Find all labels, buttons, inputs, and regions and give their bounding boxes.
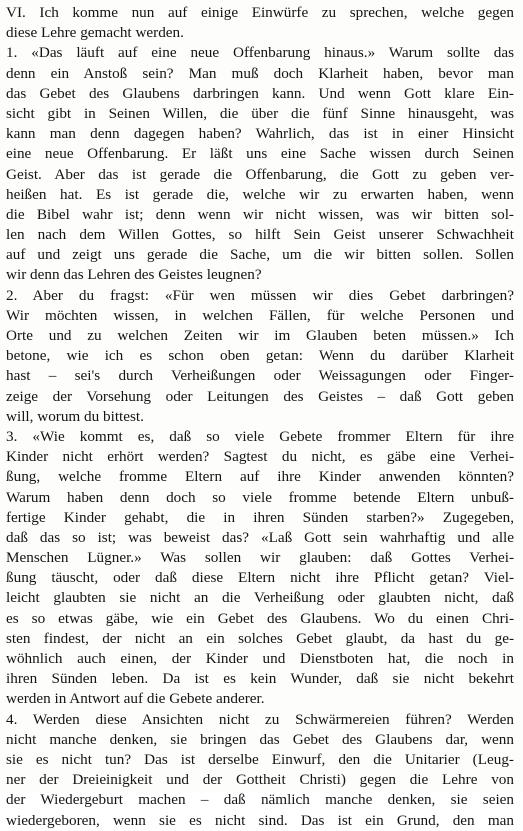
text-line: auf und zeigt uns gerade die Sache, um die wir bitten sollen. Sollen bbox=[6, 246, 514, 264]
text-line: sicht gibt in Seinen Willen, die über die fünf Sinne hinausgeht, was bbox=[6, 104, 514, 122]
text-line: fertige Kinder gehabt, die in ihren Sünden starben?» Zugegeben, bbox=[6, 508, 514, 526]
text-line: Orte und zu welchen Zeiten wir im Glauben beten müssen.» Ich bbox=[6, 327, 514, 344]
text-line: heißen hat. Es ist gerade die, welche wir zu erwarten haben, wenn bbox=[6, 185, 514, 203]
text-line: 3. «Wie kommt es, daß so viele Gebete frommer Eltern für ihre bbox=[6, 427, 514, 445]
text-line: len nach dem Willen Gottes, so hilft Sein Geist unserer Schwachheit bbox=[6, 226, 514, 244]
text-line: Menschen Lügner.» Was sollen wir glauben: daß Gottes Verhei- bbox=[6, 549, 514, 567]
text-line: wir denn das Lehren des Geistes leugnen? bbox=[6, 266, 262, 284]
text-line: ßung täuscht, oder daß diese Eltern nicht ihre Pflicht getan? Viel- bbox=[6, 569, 514, 587]
text-line: das Gebet des Glaubens darbringen kann. Und wenn Gott klare Ein- bbox=[6, 84, 514, 102]
text-line: sie es nicht tun? Das ist derselbe Einwurf, den die Unitarier (Leug- bbox=[6, 750, 514, 768]
text-line: VI. Ich komme nun auf einige Einwürfe zu sprechen, welche gegen bbox=[6, 4, 514, 21]
text-line: 4. Werden diese Ansichten nicht zu Schwärmereien führen? Werden bbox=[6, 710, 514, 728]
text-line: zeige der Vorsehung oder Leitungen des Geistes – daß Gott geben bbox=[6, 387, 514, 405]
text-line: sten findest, der nicht an ein solches Gebet glaubt, da hast du ge- bbox=[6, 629, 514, 647]
text-line: wiedergeboren, wenn sie es nicht sind. Das ist ein Grund, den man bbox=[6, 811, 514, 829]
text-line: 1. «Das läuft auf eine neue Offenbarung hinaus.» Warum sollte das bbox=[6, 44, 514, 62]
text-line: hast – sei's durch Verheißungen oder Weissagungen oder Finger- bbox=[6, 367, 514, 385]
text-line: daß das so ist; was beweist das? «Laß Gott sein wahrhaftig und alle bbox=[6, 528, 514, 546]
body-text bbox=[6, 3, 514, 831]
text-line: nicht manche denken, sie bringen das Gebet des Glaubens dar, wenn bbox=[6, 730, 514, 748]
text-line: die Bibel wahr ist; denn wenn wir nicht wissen, was wir bitten sol- bbox=[6, 205, 514, 223]
text-line: wöhnlich auch einen, der Kinder und Dienstboten hat, die noch in bbox=[6, 650, 514, 667]
text-line: leicht glaubten sie nicht an die Verheißung oder glaubten nicht, daß bbox=[6, 589, 514, 607]
text-line: ßung, welche fromme Eltern auf ihre Kinder anwenden könnten? bbox=[6, 468, 514, 486]
text-line: ner der Dreieinigkeit und der Gottheit Christi) gegen die Lehre von bbox=[6, 771, 514, 789]
text-line: will, worum du bittest. bbox=[6, 407, 144, 425]
text-line: kann man denn dagegen haben? Wahrlich, das ist in einer Hinsicht bbox=[6, 125, 514, 143]
text-line: denn ein Anstoß sein? Man muß doch Klarheit haben, bevor man bbox=[6, 64, 514, 82]
text-line: betone, wie ich es schon oben getan: Wenn du darüber Klarheit bbox=[6, 347, 514, 365]
text-line: werden in Antwort auf die Gebete anderer. bbox=[6, 690, 265, 708]
text-line: Geist. Aber das ist gerade die Offenbarung, die Gott zu geben ver- bbox=[6, 165, 514, 183]
text-line: 2. Aber du fragst: «Für wen müssen wir dies Gebet darbringen? bbox=[6, 286, 514, 304]
text-line: Warum haben denn doch so viele fromme betende Eltern unbuß- bbox=[6, 488, 514, 506]
text-line: Kinder nicht erhört werden? Sagtest du nicht, es gäbe eine Verhei- bbox=[6, 448, 514, 466]
text-line: diese Lehre gemacht werden. bbox=[6, 24, 184, 42]
text-line: der Wiedergeburt machen – daß nämlich manche denken, sie seien bbox=[6, 791, 514, 809]
text-line: Wir möchten wissen, in welchen Fällen, für welche Personen und bbox=[6, 306, 514, 324]
text-line: es so etwas gäbe, wie ein Gebet des Glaubens. Wo du einen Chri- bbox=[6, 609, 514, 627]
text-line: eine neue Offenbarung. Er läßt uns eine Sache wissen durch Seinen bbox=[6, 145, 514, 163]
text-line: ihren Sünden leben. Da ist es kein Wunder, daß sie nicht bekehrt bbox=[6, 670, 514, 688]
